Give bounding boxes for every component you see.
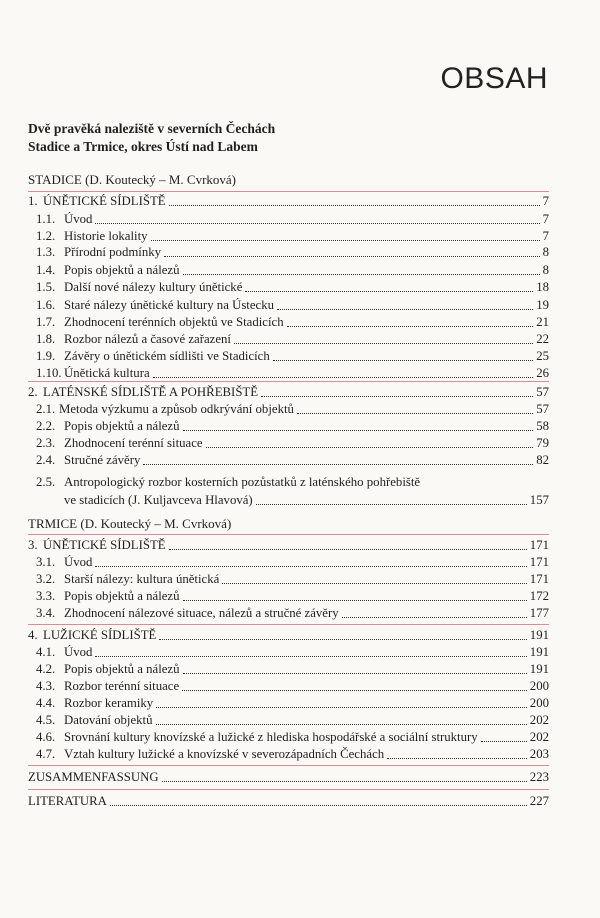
toc-text: Únětická kultura bbox=[64, 366, 150, 380]
toc-page: 57 bbox=[536, 385, 549, 399]
divider bbox=[28, 381, 549, 382]
toc-text: Historie lokality bbox=[64, 229, 148, 243]
toc-text: Srovnání kultury knovízské a lužické z hlediska hospodářské a sociální struktury bbox=[64, 730, 478, 744]
toc-page: 22 bbox=[536, 332, 549, 346]
leader-dots bbox=[169, 549, 527, 550]
toc-page: 202 bbox=[529, 713, 549, 727]
toc-number: 4. bbox=[28, 628, 38, 642]
toc-page: 203 bbox=[529, 747, 549, 761]
toc-entry-1-8[interactable] bbox=[0, 331, 549, 347]
toc-text: Metoda výzkumu a způsob odkrývání objektů bbox=[59, 402, 294, 416]
toc-entry-1-9[interactable] bbox=[0, 348, 549, 364]
toc-text: Úvod bbox=[64, 645, 93, 659]
toc-page: 191 bbox=[529, 628, 549, 642]
toc-text: Závěry o únětickém sídlišti ve Stadicích bbox=[64, 349, 270, 363]
toc-number: 1.4. bbox=[36, 263, 56, 277]
toc-text: Staré nálezy únětické kultury na Ústecku bbox=[64, 298, 275, 312]
toc-entry-zusammenfassung[interactable] bbox=[0, 769, 549, 785]
section-stadice: STADICE (D. Koutecký – M. Cvrková) bbox=[28, 172, 237, 187]
toc-entry-2-4[interactable] bbox=[0, 452, 549, 468]
toc-page: 7 bbox=[542, 194, 549, 208]
toc-text: Popis objektů a nálezů bbox=[64, 419, 180, 433]
toc-text-continued: ve stadicích (J. Kuljavceva Hlavová) bbox=[64, 493, 253, 507]
toc-page: 58 bbox=[536, 419, 549, 433]
leader-dots bbox=[245, 291, 533, 292]
toc-entry-1-2[interactable] bbox=[0, 228, 549, 244]
toc-page: 177 bbox=[529, 606, 549, 620]
leader-dots bbox=[481, 741, 527, 742]
toc-number: 4.1. bbox=[36, 645, 56, 659]
toc-page: 171 bbox=[529, 538, 549, 552]
leader-dots bbox=[156, 707, 527, 708]
toc-entry-3-4[interactable] bbox=[0, 605, 549, 621]
page-title: OBSAH bbox=[440, 62, 548, 95]
leader-dots bbox=[95, 656, 526, 657]
leader-dots bbox=[183, 430, 534, 431]
leader-dots bbox=[206, 447, 534, 448]
leader-dots bbox=[183, 600, 527, 601]
toc-number: 1.9. bbox=[36, 349, 56, 363]
toc-number: 4.6. bbox=[36, 730, 56, 744]
leader-dots bbox=[156, 724, 527, 725]
toc-text: LUŽICKÉ SÍDLIŠTĚ bbox=[43, 628, 157, 642]
toc-number: 1.1. bbox=[36, 212, 56, 226]
toc-text: Antropologický rozbor kosterních pozůstatků z laténského pohřebiště bbox=[64, 475, 421, 489]
divider bbox=[28, 765, 549, 766]
leader-dots bbox=[297, 413, 533, 414]
toc-number: 3.1. bbox=[36, 555, 56, 569]
toc-page: 157 bbox=[529, 493, 549, 507]
toc-number: 1.5. bbox=[36, 280, 56, 294]
toc-text: Vztah kultury lužické a knovízské v severozápadních Čechách bbox=[64, 747, 385, 761]
toc-entry-1-1[interactable] bbox=[0, 211, 549, 227]
toc-page: 200 bbox=[529, 679, 549, 693]
toc-number: 4.7. bbox=[36, 747, 56, 761]
toc-entry-4-1[interactable] bbox=[0, 644, 549, 660]
toc-page: 191 bbox=[529, 662, 549, 676]
toc-number: 4.2. bbox=[36, 662, 56, 676]
divider bbox=[28, 789, 549, 790]
toc-entry-1-4[interactable] bbox=[0, 262, 549, 278]
toc-text: LITERATURA bbox=[28, 794, 107, 808]
toc-number: 3.2. bbox=[36, 572, 56, 586]
toc-page: 25 bbox=[536, 349, 549, 363]
leader-dots bbox=[183, 274, 540, 275]
leader-dots bbox=[387, 758, 527, 759]
leader-dots bbox=[182, 690, 527, 691]
toc-page: 19 bbox=[536, 298, 549, 312]
leader-dots bbox=[234, 343, 533, 344]
toc-text: Zhodnocení nálezové situace, nálezů a stručné závěry bbox=[64, 606, 339, 620]
toc-entry-1-5[interactable] bbox=[0, 279, 549, 295]
leader-dots bbox=[164, 256, 540, 257]
toc-entry-3-1[interactable] bbox=[0, 554, 549, 570]
toc-number: 2. bbox=[28, 385, 38, 399]
toc-number: 2.3. bbox=[36, 436, 56, 450]
toc-entry-3[interactable] bbox=[0, 537, 549, 553]
toc-number: 1. bbox=[28, 194, 38, 208]
toc-text: Zhodnocení terénní situace bbox=[64, 436, 203, 450]
toc-page: 82 bbox=[536, 453, 549, 467]
leader-dots bbox=[342, 617, 527, 618]
toc-number: 4.3. bbox=[36, 679, 56, 693]
toc-entry-4-4[interactable] bbox=[0, 695, 549, 711]
leader-dots bbox=[95, 223, 539, 224]
toc-number: 3. bbox=[28, 538, 38, 552]
leader-dots bbox=[169, 205, 540, 206]
toc-page: 7 bbox=[542, 212, 549, 226]
leader-dots bbox=[273, 360, 533, 361]
toc-entry-4-3[interactable] bbox=[0, 678, 549, 694]
divider bbox=[28, 534, 549, 535]
toc-page: 8 bbox=[542, 245, 549, 259]
toc-entry-1-3[interactable] bbox=[0, 244, 549, 260]
toc-text: Další nové nálezy kultury únětické bbox=[64, 280, 243, 294]
toc-page: 191 bbox=[529, 645, 549, 659]
divider bbox=[28, 624, 549, 625]
toc-number: 3.3. bbox=[36, 589, 56, 603]
toc-entry-4-2[interactable] bbox=[0, 661, 549, 677]
toc-page: 18 bbox=[536, 280, 549, 294]
toc-number: 1.8. bbox=[36, 332, 56, 346]
toc-number: 1.7. bbox=[36, 315, 56, 329]
leader-dots bbox=[287, 326, 534, 327]
leader-dots bbox=[256, 504, 527, 505]
toc-page: 26 bbox=[536, 366, 549, 380]
toc-entry-2-3[interactable] bbox=[0, 435, 549, 451]
toc-text: ÚNĚTICKÉ SÍDLIŠTĚ bbox=[43, 194, 166, 208]
book-heading-line2: Stadice a Trmice, okres Ústí nad Labem bbox=[28, 139, 258, 154]
leader-dots bbox=[277, 309, 533, 310]
toc-text: Rozbor keramiky bbox=[64, 696, 154, 710]
toc-text: Úvod bbox=[64, 212, 93, 226]
toc-text: Úvod bbox=[64, 555, 93, 569]
toc-entry-4-6[interactable] bbox=[0, 729, 549, 745]
toc-entry-2-5[interactable] bbox=[0, 474, 549, 508]
toc-text: Zhodnocení terénních objektů ve Stadicích bbox=[64, 315, 284, 329]
book-heading-line1: Dvě pravěká naleziště v severních Čechách bbox=[28, 121, 276, 136]
toc-entry-2-1[interactable] bbox=[0, 401, 549, 417]
toc-page: 223 bbox=[529, 770, 549, 784]
toc-text: Starší nálezy: kultura únětická bbox=[64, 572, 220, 586]
toc-text: Stručné závěry bbox=[64, 453, 141, 467]
toc-entry-4[interactable] bbox=[0, 627, 549, 643]
toc-entry-2-2[interactable] bbox=[0, 418, 549, 434]
toc-text: Přírodní podmínky bbox=[64, 245, 162, 259]
toc-text: Popis objektů a nálezů bbox=[64, 589, 180, 603]
toc-number: 2.1. bbox=[36, 402, 56, 416]
leader-dots bbox=[110, 805, 527, 806]
toc-number: 4.4. bbox=[36, 696, 56, 710]
toc-number: 2.2. bbox=[36, 419, 56, 433]
toc-entry-3-3[interactable] bbox=[0, 588, 549, 604]
toc-entry-1-6[interactable] bbox=[0, 297, 549, 313]
leader-dots bbox=[222, 583, 527, 584]
toc-number: 1.3. bbox=[36, 245, 56, 259]
leader-dots bbox=[183, 673, 527, 674]
toc-page: 171 bbox=[529, 572, 549, 586]
toc-page: 171 bbox=[529, 555, 549, 569]
toc-text: ZUSAMMENFASSUNG bbox=[28, 770, 159, 784]
toc-entry-literatura[interactable] bbox=[0, 793, 549, 809]
leader-dots bbox=[143, 464, 533, 465]
leader-dots bbox=[153, 377, 534, 378]
toc-page: 202 bbox=[529, 730, 549, 744]
toc-page: 79 bbox=[536, 436, 549, 450]
toc-entry-1-10[interactable] bbox=[0, 365, 549, 381]
toc-entry-3-2[interactable] bbox=[0, 571, 549, 587]
toc-text: LATÉNSKÉ SÍDLIŠTĚ A POHŘEBIŠTĚ bbox=[43, 385, 259, 399]
toc-text: Datování objektů bbox=[64, 713, 153, 727]
divider bbox=[28, 191, 549, 192]
toc-number: 1.2. bbox=[36, 229, 56, 243]
toc-number: 3.4. bbox=[36, 606, 56, 620]
toc-number: 1.10. bbox=[36, 366, 62, 380]
toc-page: 172 bbox=[529, 589, 549, 603]
toc-text: Popis objektů a nálezů bbox=[64, 662, 180, 676]
toc-page: 21 bbox=[536, 315, 549, 329]
toc-text: Rozbor terénní situace bbox=[64, 679, 180, 693]
toc-entry-2[interactable] bbox=[0, 384, 549, 400]
leader-dots bbox=[261, 396, 533, 397]
toc-number: 2.4. bbox=[36, 453, 56, 467]
toc-entry-1[interactable] bbox=[0, 193, 549, 209]
leader-dots bbox=[95, 566, 526, 567]
leader-dots bbox=[162, 781, 527, 782]
toc-page: 57 bbox=[536, 402, 549, 416]
toc-entry-4-7[interactable] bbox=[0, 746, 549, 762]
toc-text: ÚNĚTICKÉ SÍDLIŠTĚ bbox=[43, 538, 166, 552]
toc-text: Rozbor nálezů a časové zařazení bbox=[64, 332, 231, 346]
leader-dots bbox=[151, 240, 540, 241]
toc-page: 7 bbox=[542, 229, 549, 243]
toc-text: Popis objektů a nálezů bbox=[64, 263, 180, 277]
section-trmice: TRMICE (D. Koutecký – M. Cvrková) bbox=[28, 516, 232, 531]
toc-page: 227 bbox=[529, 794, 549, 808]
toc-page: 200 bbox=[529, 696, 549, 710]
toc-number: 1.6. bbox=[36, 298, 56, 312]
toc-number: 4.5. bbox=[36, 713, 56, 727]
toc-page: 8 bbox=[542, 263, 549, 277]
toc-entry-1-7[interactable] bbox=[0, 314, 549, 330]
leader-dots bbox=[159, 639, 526, 640]
toc-entry-4-5[interactable] bbox=[0, 712, 549, 728]
toc-number: 2.5. bbox=[36, 475, 56, 489]
